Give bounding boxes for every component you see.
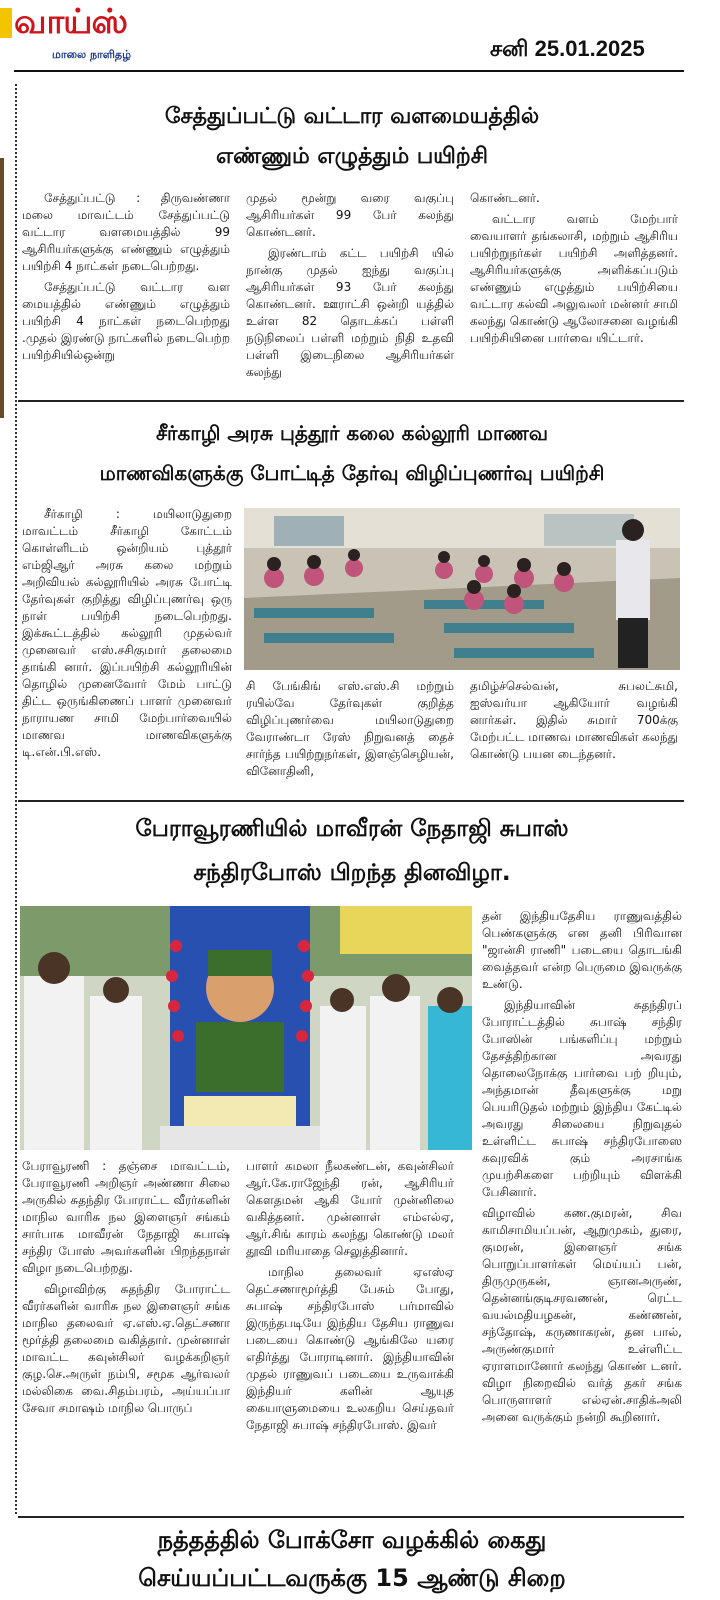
article3-col1-para: பேராவூரணி : தஞ்சை மாவட்டம், பேராவூரணி அறிஞர் அண்ணா சிலை அருகில் சுதந்திர போராட்ட வீரர்களின் மாநில வாரிசு நல இளைஞர் சங்கம் சார்பாக மாவீரன் நேதாஜி சுபாஷ் சந்திர போஸ் அவர்களின் பிறந்தநாள் விழா நடைபெற்றது. bbox=[22, 1159, 230, 1275]
article2-headline-line1: சீர்காழி அரசு புத்தூர் கலை கல்லூரி மாணவ bbox=[155, 421, 549, 445]
article3-col3-para: தன் இந்தியதேசிய ராணுவத்தில் பெண்களுக்கு என தனி பிரிவான "ஜான்சி ராணி" படையை தொடங்கி வைத்தவர் என்ற பெருமை இவருக்கு உண்டு. bbox=[482, 909, 682, 991]
article1-col1-para: சேத்துப்பட்டு வட்டார வள மையத்தில் எண்ணும் எழுத்தும் பயிற்சி 4 நாட்கள் நடைபெற்றது .முதல் இரண்டு நாட்களில் நடைபெற்ற பயிற்சியில்ஒன்று bbox=[22, 280, 230, 362]
article3-col3-para: விழாவில் கண.குமரன், சிவ காமிசாமியப்பன், ஆறுமுகம், துரை, குமரன், இளைஞர் சங்க பொறுப்பாளர்கள் மெய்யப் பன், திருமுருகன், ஞானஅருண், தென்னங்குடிசரவணன், ரெட்ட வயல்மதியழகன், கண்ணன், சந்தோஷ், கருணாகரன், தன பால், அருண்குமார் உள்ளிட்ட ஏராளமானோர் கலந்து கொண் டனர். விழா நிறைவில் வர்த் தகர் சங்க பொருளாளர் எல்ஏன்.சாதிக்அலி அனை வருக்கும் நன்றி கூறினார். bbox=[482, 1206, 682, 1424]
article3-col2-para: பாளர் கமலா நீலகண்டன், கவுன்சிலர் ஆர்.கே.ராஜேந்தி ரன், ஆசிரியர் கௌதமன் ஆகி யோர் முன்னிலை வகித்தனர். முன்னாள் எம்எல்ஏ, ஆர்.சிங் காரம் கலந்து கொண்டு மலர் தூவி மரியாதை செலுத்தினார். bbox=[246, 1159, 454, 1258]
masthead-tagline: மாலை நாளிதழ் bbox=[52, 48, 131, 61]
article3-col1 bbox=[22, 1158, 230, 1421]
article3-col3 bbox=[482, 908, 682, 1430]
article1-col3 bbox=[470, 190, 678, 351]
article1-col1 bbox=[22, 190, 230, 368]
article2-col1-para: சீர்காழி : மயிலாடுதுறை மாவட்டம் சீர்காழி கோட்டம் கொள்ளிடம் ஒன்றியம் புத்தூர் எம்ஜிஆர் அரசு கலை மற்றும் அறிவியல் கல்லூரியில் அரசு போட்டி தேர்வுகள் குறித்து விழிப்புணர்வு ஒரு நாள் பயிற்சி நடைபெற்றது. இக்கூட்டத்தில் கல்லூரி முதல்வர் முனைவர் எஸ்.சசிகுமார் தலைமை தாங்கி னார். இப்பயிற்சி கல்லூரியின் தொழில் முனைவோர் மேம் பாட்டு திட்ட ஒருங்கிணைப் பாளர் முனைவர் நாராயண சாமி மேற்பார்வையில் மாணவ மாணவிகளுக்கு டி.என்.பி.எஸ். bbox=[22, 507, 232, 759]
logo-mark bbox=[0, 8, 12, 38]
article1-col2-para: முதல் மூன்று வரை வகுப்பு ஆசிரியர்கள் 99 பேர் கலந்து கொண்டனர். bbox=[246, 191, 454, 239]
article4-headline-line1: நத்தத்தில் போக்சோ வழக்கில் கைது bbox=[157, 1526, 547, 1554]
article3-headline-line1: பேராவூரணியில் மாவீரன் நேதாஜி சுபாஸ் bbox=[135, 816, 569, 842]
article1-headline-line2: எண்ணும் எழுத்தும் பயிற்சி bbox=[216, 144, 488, 169]
article2-col2 bbox=[246, 678, 454, 784]
article3-col3-para: இந்தியாவின் சுதந்திரப் போராட்டத்தில் சுபாஷ் சந்திர போஸின் பங்களிப்பு மற்றும் தேசத்திற்கான அவரது தொலைநோக்கு பார்வை பற் றியும், அந்தமான் தீவுகளுக்கு மறு பெயரிடுதல் மற்றும் இந்திய கேட்டில் அவரது சிலையை நிறுவுதல் உள்ளிட்ட சுபாஷ் சந்திரபோஸை கவுரவிக் கும் அரசாங்க முயற்சிகளை பற்றியும் விளக்கி பேசினார். bbox=[482, 998, 682, 1199]
article3-headline-line2: சந்திரபோஸ் பிறந்த தினவிழா. bbox=[193, 860, 511, 886]
masthead bbox=[0, 0, 720, 72]
article2-col3 bbox=[470, 678, 678, 767]
article3-col2-para: மாநில தலைவர் ஏஎஸ்ஏ தெட்சணாமூர்த்தி பேசும் போது, சுபாஷ் சந்திரபோஸ் பர்மாவில் இருந்தபடியே இந்திய தேசிய ராணுவ படையை கொண்டு ஆங்கிலே யரை எதிர்த்து போராடினார். இந்தியாவின் முதல் ராணுவப் படையை உருவாக்கி இந்தியர் களின் ஆயுத கையாளுமையை உலகறிய செய்தவர் நேதாஜி சுபாஷ் சந்திரபோஸ். இவர் bbox=[246, 1265, 454, 1432]
netaji-event-photo bbox=[20, 906, 472, 1150]
top-rule bbox=[14, 70, 684, 72]
article2-col3-para: தமிழ்ச்செல்வன், சுபலட்சுமி, ஐஸ்வர்யா ஆகியோர் வழங்கி னார்கள். இதில் சுமார் 700க்கு மேற்பட்ட மாணவ மாணவிகள் கலந்து கொண்டு பயன டைந்தனர். bbox=[470, 679, 678, 761]
article2-col2-para: சி பேங்கிங் எஸ்.எஸ்.சி மற்றும் ரயில்வே தேர்வுகள் குறித்த விழிப்புணர்வை மயிலாடுதுறை வேராண்டா ரேஸ் நிறுவனத் தைச் சார்ந்த பயிற்றுநர்கள், இளஞ்செழியன், வினோதினி, bbox=[246, 679, 454, 778]
article4-headline-line2: செய்யப்பட்டவருக்கு 15 ஆண்டு சிறை bbox=[138, 1564, 566, 1592]
edge-photo-fragment bbox=[0, 158, 4, 418]
article1-col2-para: இரண்டாம் கட்ட பயிற்சி யில் நான்கு முதல் ஐந்து வகுப்பு ஆசிரியர்கள் 93 பேர் கலந்து கொண்டனர். ஊராட்சி ஒன்றி யத்தில் உள்ள 82 தொடக்கப் பள்ளி நடுநிலைப் பள்ளி மற்றும் நிதி உதவி பள்ளி இடைநிலை ஆசிரியர்கள் கலந்து bbox=[246, 246, 454, 379]
masthead-logo: வாய்ஸ் bbox=[14, 2, 127, 42]
article1-headline-line1: சேத்துப்பட்டு வட்டார வளமையத்தில் bbox=[164, 104, 540, 129]
article3-col2 bbox=[246, 1158, 454, 1438]
article3-col1-para: விழாவிற்கு சுதந்திர போராட்ட வீரர்களின் வாரிசு நல இளைஞர் சங்க மாநில தலைவர் ஏ.எஸ்.ஏ.தெட்சணா மூர்த்தி தலைமை வகித்தார். முன்னாள் மாவட்ட கவுன்சிலர் வழக்கறிஞர் குழ.செ.அருள் நம்பி, சமூக ஆர்வலர் மல்லிகை வை.சிதம்பரம், அய்யப்பா சேவா சமாஷம் மாநில பொருப் bbox=[22, 1282, 230, 1415]
article2-headline-line2: மாணவிகளுக்கு போட்டித் தேர்வு விழிப்புணர்வு பயிற்சி bbox=[99, 461, 605, 485]
article1-col3-para: வட்டார வளம் மேற்பார் வையாளர் தங்கலாசி, மற்றும் ஆசிரிய பயிற்றுநர்கள் பயிற்சி அளித்தனர். ஆசிரியர்களுக்கு அளிக்கப்படும் எண்ணும் எழுத்தும் பயிற்சியை வட்டார கல்வி அலுவலர் மன்னர் சாமி கலந்து கொண்டு ஆலோசனை வழங்கி பயிற்சியினை பார்வை யிட்டார். bbox=[470, 212, 678, 345]
article1-col2 bbox=[246, 190, 454, 385]
issue-date: சனி 25.01.2025 bbox=[490, 36, 645, 61]
classroom-photo bbox=[244, 508, 680, 670]
column-separator bbox=[15, 84, 17, 1514]
section-divider bbox=[18, 400, 684, 402]
article1-col3-para: கொண்டனர். bbox=[470, 191, 540, 205]
article1-col1-para: சேத்துப்பட்டு : திருவண்ணா மலை மாவட்டம் சேத்துப்பட்டு வட்டார வளமையத்தில் 99 ஆசிரியர்களுக்கு எண்ணும் எழுத்தும் பயிற்சி 4 நாட்கள் நடைபெற்றது. bbox=[22, 191, 230, 273]
article2-col1 bbox=[22, 506, 232, 765]
section-divider bbox=[18, 1516, 684, 1518]
section-divider bbox=[18, 800, 684, 802]
